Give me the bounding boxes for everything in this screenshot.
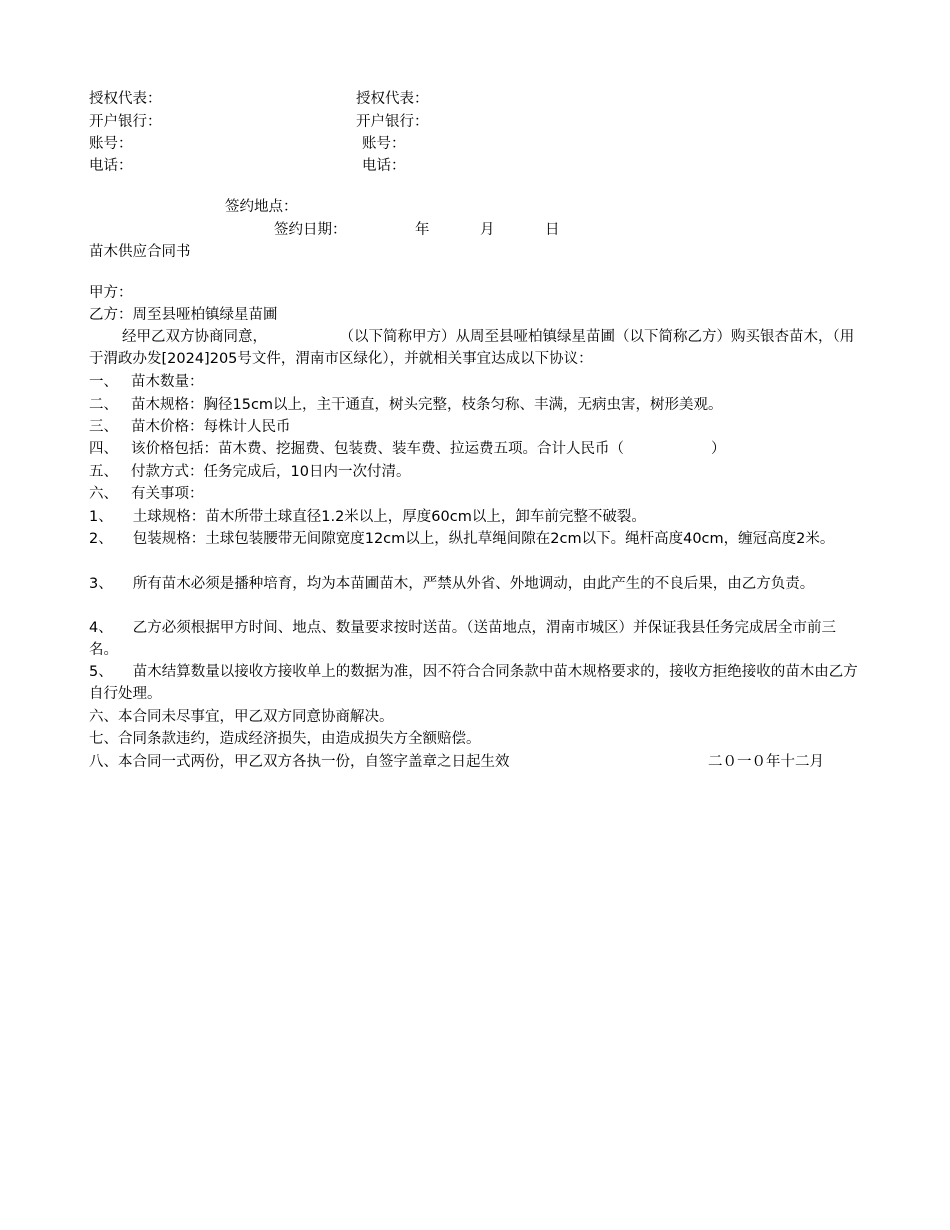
sub-item-3-no: 3、 bbox=[89, 576, 113, 592]
sub-item-3 bbox=[89, 573, 859, 595]
clause-5-no: 五、 bbox=[89, 464, 118, 480]
sign-date-label: 签约日期： bbox=[274, 222, 347, 238]
sub-item-4-text: 乙方必须根据甲方时间、地点、数量要求按时送苗。（送苗地点，渭南市城区）并保证我县任务完成居全市前三名。 bbox=[89, 620, 836, 658]
sub-item-5-no: 5、 bbox=[89, 664, 113, 680]
clause-1-text: 苗木数量： bbox=[131, 374, 204, 390]
closing-clause-8: 八、本合同一式两份，甲乙双方各执一份，自签字盖章之日起生效 bbox=[89, 754, 510, 770]
clause-3-text: 苗木价格：每株计人民币 bbox=[131, 419, 291, 435]
clause-4-text: 该价格包括：苗木费、挖掘费、包装费、装车费、拉运费五项。合计人民币（ ） bbox=[131, 441, 726, 457]
clause-2-no: 二、 bbox=[89, 397, 118, 413]
sub-item-1-no: 1、 bbox=[89, 509, 113, 525]
sign-date-day: 日 bbox=[545, 222, 560, 238]
sub-item-3-text: 所有苗木必须是播种培育，均为本苗圃苗木，严禁从外省、外地调动，由此产生的不良后果，由乙方负责。 bbox=[132, 576, 815, 592]
party-b-phone-label: 电话： bbox=[362, 158, 406, 174]
party-b-bank-label: 开户银行： bbox=[356, 114, 429, 130]
sub-item-1-text: 土球规格：苗木所带土球直径1.2米以上，厚度60cm以上，卸车前完整不破裂。 bbox=[132, 509, 646, 525]
sub-item-2 bbox=[89, 528, 859, 550]
contract-title: 苗木供应合同书 bbox=[89, 244, 191, 260]
clause-5-text: 付款方式：任务完成后，10日内一次付清。 bbox=[131, 464, 411, 480]
sign-date-month: 月 bbox=[480, 222, 495, 238]
clause-4-no: 四、 bbox=[89, 441, 118, 457]
clause-6-text: 有关事项： bbox=[131, 486, 204, 502]
party-b-account-label: 账号： bbox=[362, 136, 406, 152]
closing-clause-7: 七、合同条款违约，造成经济损失，由造成损失方全额赔偿。 bbox=[89, 731, 481, 747]
party-a-bank-label: 开户银行： bbox=[89, 114, 162, 130]
intro-paragraph: 经甲乙双方协商同意， （以下简称甲方）从周至县哑柏镇绿星苗圃（以下简称乙方）购买银杏苗木，（用于渭政办发[2024]205号文件，渭南市区绿化），并就相关事宜达成以下协议： bbox=[89, 329, 855, 367]
party-a-line: 甲方： bbox=[89, 285, 133, 301]
party-b-rep-label: 授权代表： bbox=[356, 91, 429, 107]
sub-item-2-no: 2、 bbox=[89, 531, 113, 547]
sub-item-4 bbox=[89, 617, 859, 661]
sub-item-4-no: 4、 bbox=[89, 620, 113, 636]
sub-item-1 bbox=[89, 506, 859, 528]
clause-2-text: 苗木规格：胸径15cm以上，主干通直，树头完整，枝条匀称、丰满，无病虫害，树形美观。 bbox=[131, 397, 723, 413]
party-b-line: 乙方：周至县哑柏镇绿星苗圃 bbox=[89, 307, 278, 323]
sign-date-year: 年 bbox=[415, 222, 430, 238]
sub-item-5-text: 苗木结算数量以接收方接收单上的数据为准，因不符合合同条款中苗木规格要求的，接收方拒绝接收的苗木由乙方自行处理。 bbox=[89, 664, 858, 702]
clause-1-no: 一、 bbox=[89, 374, 118, 390]
clause-3-no: 三、 bbox=[89, 419, 118, 435]
sub-item-2-text: 包装规格：土球包装腰带无间隙宽度12cm以上，纵扎草绳间隙在2cm以下。绳杆高度40cm，缠冠高度2米。 bbox=[132, 531, 835, 547]
party-a-account-label: 账号： bbox=[89, 136, 133, 152]
closing-clause-6: 六、本合同未尽事宜，甲乙双方同意协商解决。 bbox=[89, 709, 394, 725]
date-footer: 二０一０年十二月 bbox=[708, 754, 824, 770]
clause-6-no: 六、 bbox=[89, 486, 118, 502]
party-a-phone-label: 电话： bbox=[89, 158, 133, 174]
party-a-rep-label: 授权代表： bbox=[89, 91, 162, 107]
sub-item-5 bbox=[89, 661, 859, 705]
sign-place-label: 签约地点： bbox=[225, 199, 298, 215]
